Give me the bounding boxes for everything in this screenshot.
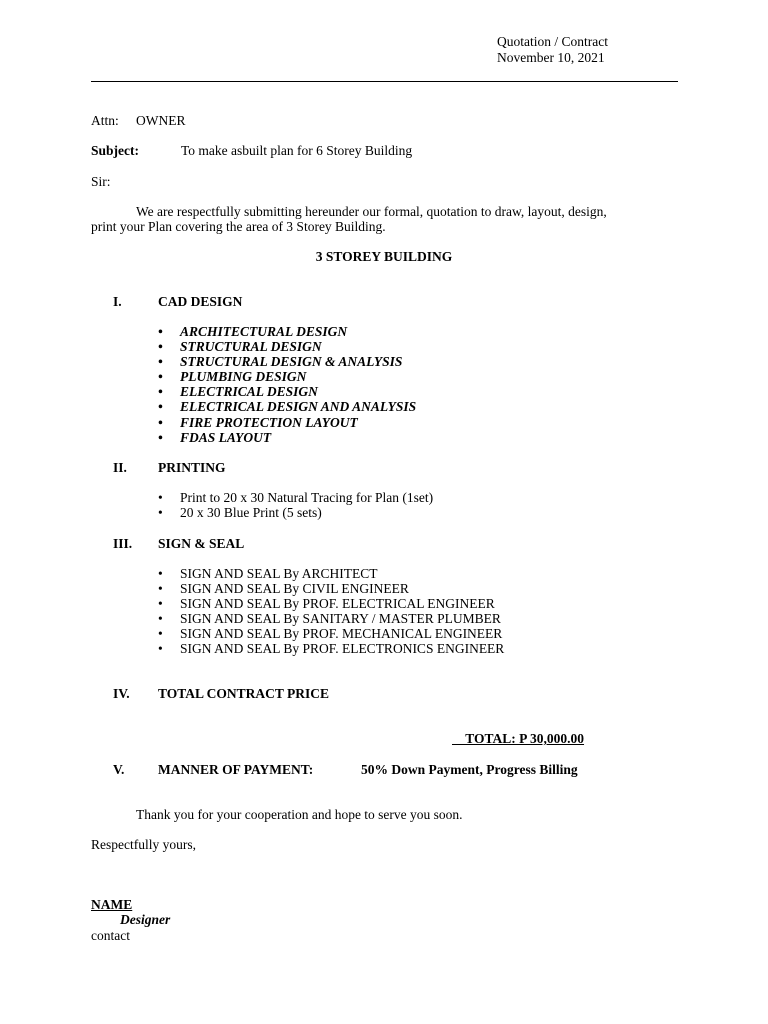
signatory-name: NAME: [91, 897, 133, 912]
list-item: • 20 x 30 Blue Print (5 sets): [158, 505, 433, 520]
attn-value: OWNER: [136, 113, 186, 128]
total-price: TOTAL: P 30,000.00: [452, 731, 585, 746]
building-title: 3 STOREY BUILDING: [315, 249, 453, 264]
list-item: • SIGN AND SEAL By PROF. MECHANICAL ENGINEER: [158, 626, 504, 641]
list-item: • ELECTRICAL DESIGN: [158, 384, 416, 399]
signatory-contact: contact: [91, 928, 130, 943]
signoff: Respectfully yours,: [91, 837, 196, 852]
section-2-title: PRINTING: [158, 460, 226, 475]
section-1-numeral: I.: [113, 294, 122, 309]
list-item: • STRUCTURAL DESIGN & ANALYSIS: [158, 354, 416, 369]
list-item: • SIGN AND SEAL By PROF. ELECTRICAL ENGINEER: [158, 596, 504, 611]
payment-terms: 50% Down Payment, Progress Billing: [361, 762, 578, 777]
section-3-title: SIGN & SEAL: [158, 536, 245, 551]
section-5-numeral: V.: [113, 762, 125, 777]
subject-label: Subject:: [91, 143, 139, 158]
salutation: Sir:: [91, 174, 111, 189]
list-item: • STRUCTURAL DESIGN: [158, 339, 416, 354]
closing-line: Thank you for your cooperation and hope to serve you soon.: [136, 807, 463, 822]
section-4-title: TOTAL CONTRACT PRICE: [158, 686, 330, 701]
signatory-title: Designer: [120, 912, 171, 927]
list-item: • ELECTRICAL DESIGN AND ANALYSIS: [158, 399, 416, 414]
section-4-numeral: IV.: [113, 686, 130, 701]
sign-seal-list: [158, 566, 504, 657]
list-item: • ARCHITECTURAL DESIGN: [158, 324, 416, 339]
cad-design-list: [158, 324, 416, 445]
list-item: • PLUMBING DESIGN: [158, 369, 416, 384]
list-item: • FDAS LAYOUT: [158, 430, 416, 445]
intro-line-1: We are respectfully submitting hereunder our formal, quotation to draw, layout, design,: [136, 204, 607, 219]
section-5-title: MANNER OF PAYMENT:: [158, 762, 314, 777]
list-item: • FIRE PROTECTION LAYOUT: [158, 415, 416, 430]
subject-value: To make asbuilt plan for 6 Storey Building: [181, 143, 413, 158]
attn-label: Attn:: [91, 113, 119, 128]
list-item: • SIGN AND SEAL By SANITARY / MASTER PLUMBER: [158, 611, 504, 626]
section-2-numeral: II.: [113, 460, 127, 475]
document-type: Quotation / Contract: [497, 34, 608, 49]
list-item: • SIGN AND SEAL By PROF. ELECTRONICS ENGINEER: [158, 641, 504, 656]
section-1-title: CAD DESIGN: [158, 294, 243, 309]
list-item: • Print to 20 x 30 Natural Tracing for Plan (1set): [158, 490, 433, 505]
list-item: • SIGN AND SEAL By ARCHITECT: [158, 566, 504, 581]
section-3-numeral: III.: [113, 536, 133, 551]
document-date: November 10, 2021: [497, 50, 605, 65]
intro-line-2: print your Plan covering the area of 3 Storey Building.: [91, 219, 386, 234]
list-item: • SIGN AND SEAL By CIVIL ENGINEER: [158, 581, 504, 596]
header-divider: [91, 81, 678, 82]
printing-list: [158, 490, 433, 520]
